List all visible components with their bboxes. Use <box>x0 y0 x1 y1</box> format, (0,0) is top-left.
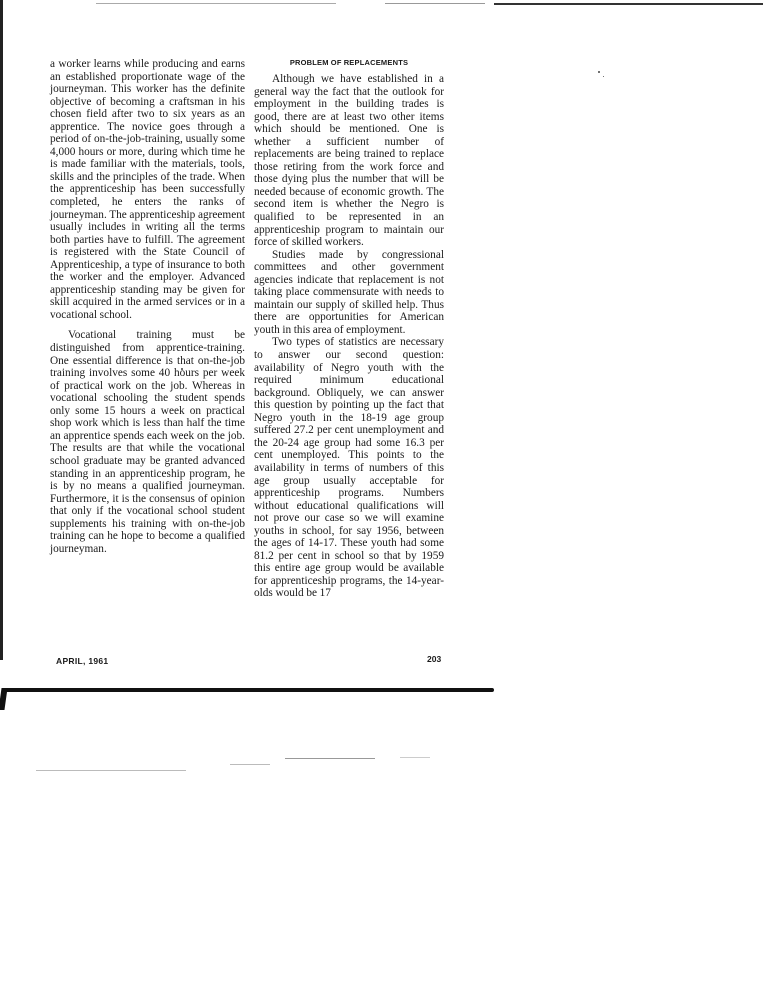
scan-top-edge <box>494 3 763 5</box>
right-paragraph-3: Two types of statistics are necessary to answer our second question: availability of Negro youth with the required minimum educational background. Obliquely, we can answer this question by pointing up the fact that Negro youth in the 18-19 age group suffered 27.2 per cent unemployment and the 20-24 age group had some 16.3 per cent unemployed. This points to the availability in terms of numbers of this age group usually acceptable for apprenticeship programs. Numbers without educational qualifications will not prove our case so we will examine youths in school, for say 1956, between the ages of 14-17. These youth had some 81.2 per cent in school so that by 1959 this entire age group would be available for apprenticeship programs, the 14-year-olds would be 17 <box>254 336 444 600</box>
scan-speck <box>603 76 604 77</box>
left-paragraph-2: Vocational training must be distinguished from apprentice-training. One essential difference is that on-the-job training involves some 40 hours per week of practical work on the job. Whereas in vocational schooling the student spends only some 15 hours a week on practical shop work which is less than half the time an apprentice spends each week on the job. The results are that while the vocational school graduate may be granted advanced standing in an apprenticeship program, he is by no means a qualified journeyman. Furthermore, it is the consensus of opinion that only if the vocational school student supplements his training with on-the-job training can he hope to become a qualified journeyman. <box>50 329 245 555</box>
scan-speck <box>598 71 600 73</box>
scan-top-noise <box>96 3 336 4</box>
left-paragraph-1: a worker learns while producing and earns an established proportionate wage of the journeyman. This worker has the definite objective of becoming a craftsman in his chosen field after two to six years as an apprentice. The novice goes through a period of on-the-job-training, usually some 4,000 hours or more, during which time he is made familiar with the materials, tools, skills and the principles of the trade. When the apprenticeship has been successfully completed, he enters the ranks of journeyman. The apprenticeship agreement usually includes in writing all the terms both parties have to fulfill. The agreement is registered with the State Council of Apprenticeship, a type of insurance to both the worker and the employer. Advanced apprenticeship standing may be given for skill acquired in the armed services or in a vocational school. <box>50 58 245 321</box>
scan-bottom-noise <box>230 764 270 765</box>
scan-bottom-noise <box>36 770 186 771</box>
scan-edge-shadow <box>0 0 3 660</box>
scan-bottom-noise <box>285 758 375 759</box>
right-column <box>254 58 444 600</box>
scan-bottom-noise <box>400 757 430 758</box>
footer-date: APRIL, 1961 <box>56 656 109 666</box>
right-paragraph-1: Although we have established in a general way the fact that the outlook for employment in the building trades is good, there are at least two other items which should be mentioned. One is whether a sufficient number of replacements are being trained to replace those retiring from the work force and those dying plus the number that will be needed because of economic growth. The second item is whether the Negro is qualified to be represented in an apprenticeship program to maintain our force of skilled workers. <box>254 73 444 249</box>
scan-top-noise <box>385 3 485 4</box>
left-column <box>50 58 245 555</box>
scan-bottom-hook <box>0 688 8 710</box>
right-paragraph-2: Studies made by congressional committees and other government agencies indicate that replacement is not taking place commensurate with needs to maintain our supply of skilled help. Thus there are opportunities for American youth in this area of employment. <box>254 248 444 336</box>
section-heading: PROBLEM OF REPLACEMENTS <box>289 58 409 67</box>
page-number: 203 <box>427 654 442 664</box>
scan-bottom-rule <box>4 688 494 692</box>
